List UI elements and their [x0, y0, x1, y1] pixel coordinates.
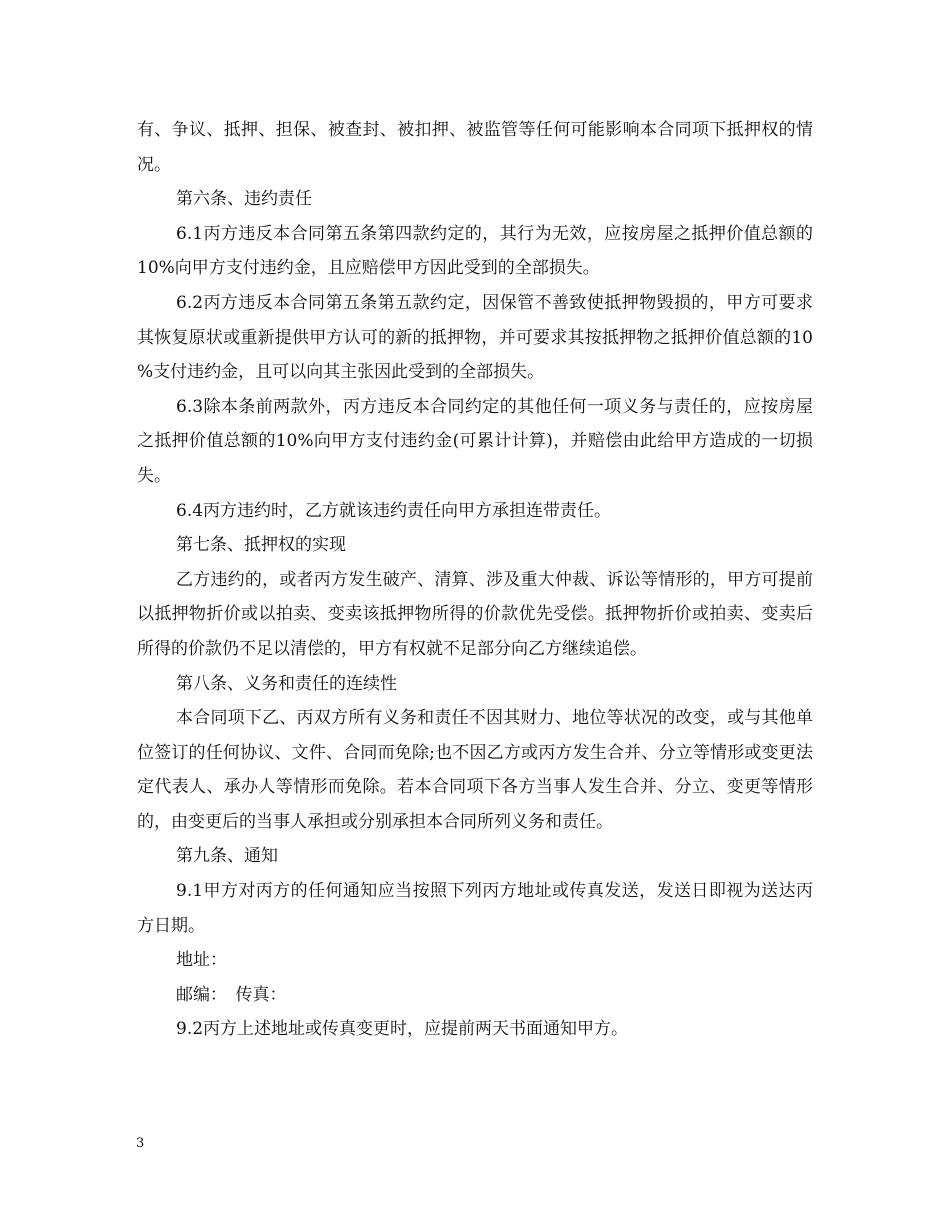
clause-9-2: 9.2丙方上述地址或传真变更时，应提前两天书面通知甲方。	[176, 1019, 629, 1040]
paragraph: 本合同项下乙、丙双方所有义务和责任不因其财力、地位等状况的改变，或与其他单位签订的任何协议、文件、合同而免除;也不因乙方或丙方发生合并、分立等情形或变更法定代表人、承办人等情形而免除。若本合同项下各方当事人发生合并、分立、变更等情形的，由变更后的当事人承担或分别承担本合同所列义务和责任。	[137, 708, 813, 832]
article-heading: 第九条、通知	[176, 846, 278, 867]
clause-6-2: 6.2丙方违反本合同第五条第五款约定，因保管不善致使抵押物毁损的，甲方可要求其恢复原状或重新提供甲方认可的新的抵押物，并可要求其按抵押物之抵押价值总额的10 %支付违约金，且可以向其主张因此受到的全部损失。	[137, 292, 813, 383]
clause-6-3: 6.3除本条前两款外，丙方违反本合同约定的其他任何一项义务与责任的，应按房屋之抵押价值总额的10%向甲方支付违约金(可累计计算)，并赔偿由此给甲方造成的一切损失。	[137, 396, 813, 486]
paragraph: 有、争议、抵押、担保、被查封、被扣押、被监管等任何可能影响本合同项下抵押权的情况。	[137, 120, 813, 175]
body-text	[137, 113, 813, 1047]
clause-6-4: 6.4丙方违约时，乙方就该违约责任向甲方承担连带责任。	[176, 500, 612, 521]
postcode-fax-field: 邮编： 传真：	[176, 984, 287, 1005]
article-heading: 第七条、抵押权的实现	[176, 535, 346, 556]
clause-9-1: 9.1甲方对丙方的任何通知应当按照下列丙方地址或传真发送，发送日即视为送达丙方日期。	[137, 881, 813, 936]
address-field: 地址：	[176, 950, 227, 971]
article-heading: 第六条、违约责任	[176, 189, 312, 210]
clause-6-1: 6.1丙方违反本合同第五条第四款约定的，其行为无效，应按房屋之抵押价值总额的10%向甲方支付违约金，且应赔偿甲方因此受到的全部损失。	[137, 223, 813, 279]
page-number: 3	[136, 1136, 145, 1151]
paragraph: 乙方违约的，或者丙方发生破产、清算、涉及重大仲裁、诉讼等情形的，甲方可提前以抵押物折价或以拍卖、变卖该抵押物所得的价款优先受偿。抵押物折价或拍卖、变卖后所得的价款仍不足以清偿的，甲方有权就不足部分向乙方继续追偿。	[137, 569, 813, 659]
article-heading: 第八条、义务和责任的连续性	[176, 673, 397, 694]
